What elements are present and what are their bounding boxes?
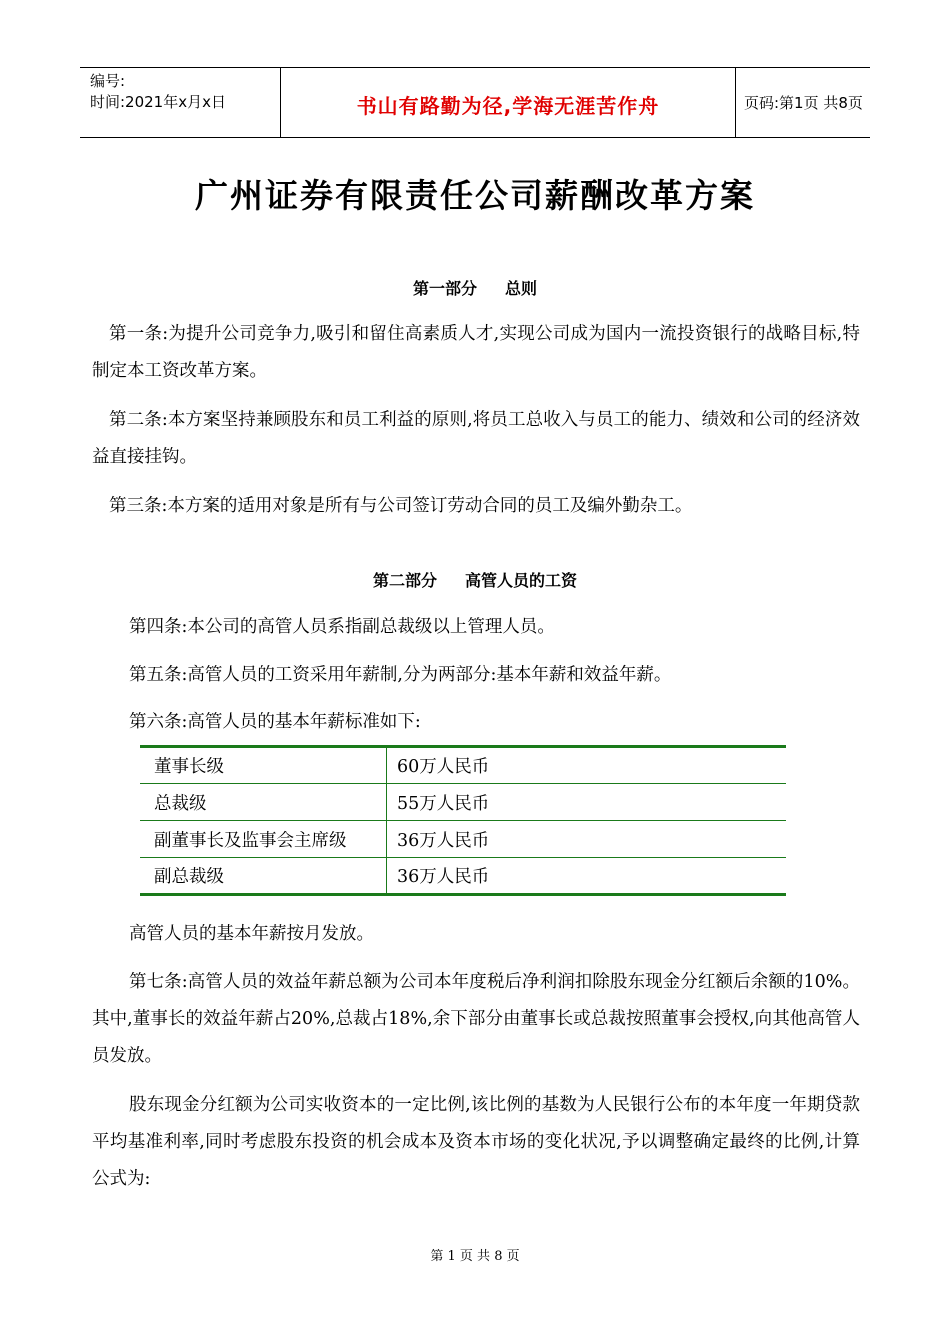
header-motto-cell	[280, 68, 736, 137]
time-label: 时间:2021年x月x日	[90, 93, 226, 111]
table-note: 高管人员的基本年薪按月发放。	[129, 924, 374, 944]
level-cell: 董事长级	[140, 747, 387, 784]
section-name: 总则	[505, 279, 538, 298]
article-3: 第三条:本方案的适用对象是所有与公司签订劳动合同的员工及编外勤杂工。	[109, 496, 693, 516]
header-page-cell	[734, 68, 870, 137]
section-number: 第二部分	[372, 571, 437, 590]
article-6: 第六条:高管人员的基本年薪标准如下:	[129, 712, 421, 732]
table-row	[140, 858, 786, 895]
section-number: 第一部分	[412, 279, 477, 298]
amount-cell: 60万人民币	[387, 747, 787, 784]
level-cell: 总裁级	[140, 784, 387, 821]
section-heading-2	[0, 568, 950, 591]
article-7: 第七条:高管人员的效益年薪总额为公司本年度税后净利润扣除股东现金分红额后余额的10%。其中,董事长的效益年薪占20%,总裁占18%,余下部分由董事长或总裁按照董事会授权,向其他高管人员发放。	[92, 972, 860, 1066]
amount-cell: 55万人民币	[387, 784, 787, 821]
page-info: 页码:第1页 共8页	[744, 94, 863, 112]
article-5: 第五条:高管人员的工资采用年薪制,分为两部分:基本年薪和效益年薪。	[129, 665, 672, 685]
table-row	[140, 821, 786, 858]
level-cell: 副董事长及监事会主席级	[140, 821, 387, 858]
motto: 书山有路勤为径,学海无涯苦作舟	[356, 94, 660, 118]
section-heading-1	[0, 276, 950, 299]
dividend-paragraph: 股东现金分红额为公司实收资本的一定比例,该比例的基数为人民银行公布的本年度一年期贷款平均基准利率,同时考虑股东投资的机会成本及资本市场的变化状况,予以调整确定最终的比例,计算公式为:	[92, 1095, 860, 1189]
article-1: 第一条:为提升公司竞争力,吸引和留住高素质人才,实现公司成为国内一流投资银行的战略目标,特制定本工资改革方案。	[92, 324, 860, 381]
amount-cell: 36万人民币	[387, 858, 787, 895]
table-row	[140, 784, 786, 821]
article-2: 第二条:本方案坚持兼顾股东和员工利益的原则,将员工总收入与员工的能力、绩效和公司的经济效益直接挂钩。	[92, 410, 860, 467]
document-title: 广州证券有限责任公司薪酬改革方案	[195, 176, 755, 215]
table-row	[140, 747, 786, 784]
article-4: 第四条:本公司的高管人员系指副总裁级以上管理人员。	[129, 617, 555, 637]
header-box	[80, 67, 870, 138]
header-meta-cell	[80, 68, 280, 137]
number-label: 编号:	[90, 72, 126, 90]
level-cell: 副总裁级	[140, 858, 387, 895]
section-name: 高管人员的工资	[465, 571, 578, 590]
page-footer: 第 1 页 共 8 页	[430, 1249, 520, 1264]
amount-cell: 36万人民币	[387, 821, 787, 858]
salary-table	[140, 745, 786, 896]
